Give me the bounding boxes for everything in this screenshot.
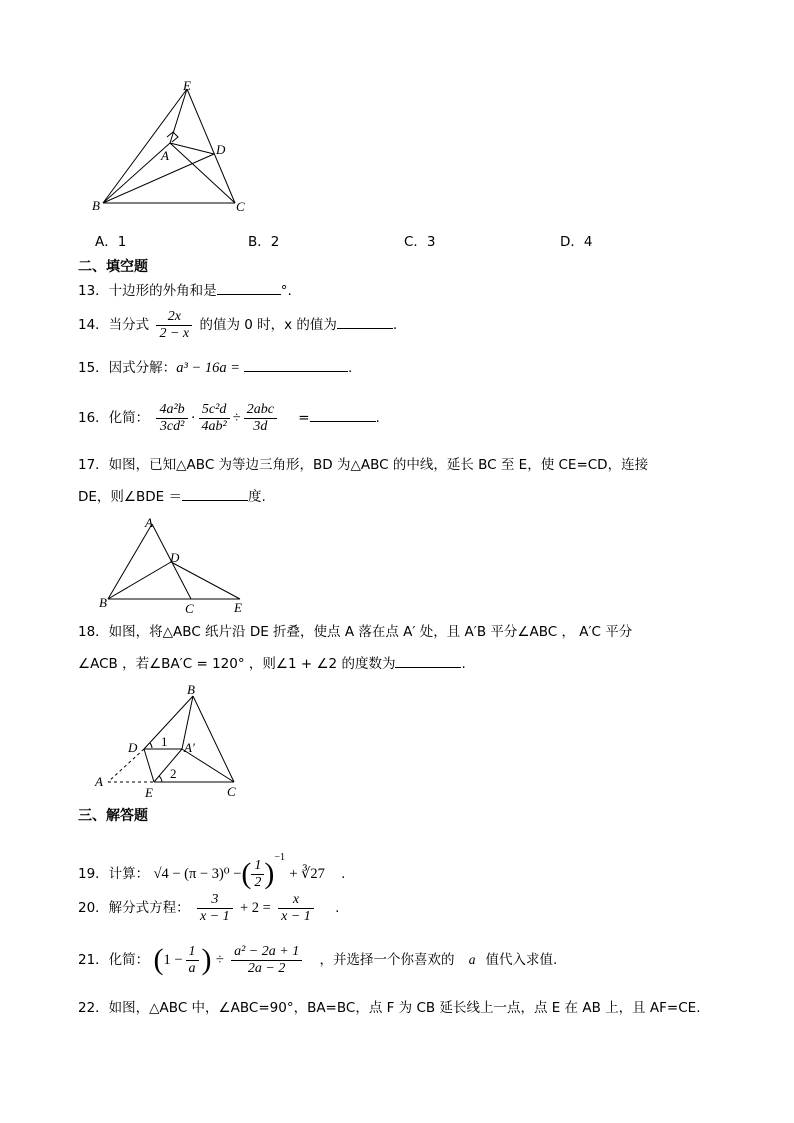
q14-mid: 的值为 0 时，x 的值为 xyxy=(199,317,337,333)
q15-blank[interactable] xyxy=(244,357,348,372)
question-14 xyxy=(78,308,397,342)
q16-prefix: 16．化简： xyxy=(78,410,150,426)
q14-den: 2 − x xyxy=(159,325,190,341)
q14-tail: . xyxy=(392,317,398,333)
fig17-label-D: D xyxy=(170,550,180,565)
q21-f1-num: 1 xyxy=(186,944,199,961)
question-15 xyxy=(78,357,352,378)
q16-tail: . xyxy=(375,410,380,426)
fig18-label-A: A xyxy=(95,774,103,789)
q16-fraction-2 xyxy=(199,402,230,435)
question-17-line-1: 17．如图，已知△ABC 为等边三角形，BD 为△ABC 的中线，延长 BC 至 E，使 CE=CD，连接 xyxy=(78,457,649,473)
question-17-line-2 xyxy=(78,486,266,507)
q19-pow: −1 xyxy=(274,852,286,863)
q15-expr: a³ − 16a = xyxy=(176,360,240,376)
figure-q18 xyxy=(90,682,250,798)
fig18-label-D: D xyxy=(128,740,138,755)
q21-var: a xyxy=(468,952,476,967)
q17-line2: DE，则∠BDE ＝ xyxy=(78,489,183,505)
fig17-label-B: B xyxy=(99,595,107,610)
q19-tail: . xyxy=(341,866,346,882)
question-18-line-1: 18．如图，将△ABC 纸片沿 DE 折叠，使点 A 落在点 A′ 处，且 A′B 平分∠ABC ， A′C 平分 xyxy=(78,624,633,640)
fig18-label-A-prime: A′ xyxy=(184,740,195,755)
section-fill-in-title: 二、填空题 xyxy=(78,259,148,275)
q21-f2-den: 2a − 2 xyxy=(247,960,286,976)
q15-prefix: 15．因式分解： xyxy=(78,360,177,376)
q21-fraction-1 xyxy=(186,944,199,977)
fig17-label-E: E xyxy=(234,600,242,615)
fig12-label-E: E xyxy=(183,80,191,93)
question-16: 16．化简： $\frac{\text{4a²b}}{\text{3cd²}}$ · $\frac{\text{5c²d}}{\text{4ab²}}$ ÷ $\frac{\text{2abc}}{3d}$ = . xyxy=(78,401,380,434)
fig12-label-D: D xyxy=(216,142,226,157)
q20-mid: + 2 = xyxy=(239,900,271,916)
fig18-label-1: 1 xyxy=(161,734,168,749)
q18-blank[interactable] xyxy=(395,653,461,668)
q16-fraction-3 xyxy=(244,402,277,435)
q21-div: ÷ xyxy=(215,952,224,968)
q21-fraction-2 xyxy=(231,944,302,977)
section-answer-title: 三、解答题 xyxy=(78,808,148,824)
q20-prefix: 20．解分式方程： xyxy=(78,900,190,916)
q20-f1-den: x − 1 xyxy=(199,908,230,924)
q14-prefix: 14．当分式 xyxy=(78,317,150,333)
fig17-label-C: C xyxy=(185,601,194,615)
option-d[interactable]: D．4 xyxy=(560,234,593,250)
q19-num: 1 xyxy=(251,858,264,875)
q16-fraction-1 xyxy=(156,402,187,435)
q18-line2: ∠ACB ，若∠BA′C = 120° ，则∠1 + ∠2 的度数为 xyxy=(78,656,396,672)
fig17-label-A: A xyxy=(145,515,153,530)
fig18-label-2: 2 xyxy=(170,766,177,781)
figure-q12 xyxy=(85,80,265,220)
q20-f2-den: x − 1 xyxy=(281,908,311,924)
option-b[interactable]: B．2 xyxy=(248,234,280,250)
q18-tail: . xyxy=(461,656,466,672)
q20-f1-num: 3 xyxy=(197,892,233,909)
q16-blank[interactable] xyxy=(310,407,376,422)
q19-prefix: 19．计算： xyxy=(78,866,150,882)
q20-fraction-1 xyxy=(197,892,233,925)
question-22: 22．如图，△ABC 中，∠ABC=90°，BA=BC，点 F 为 CB 延长线上一点，点 E 在 AB 上，且 AF=CE. xyxy=(78,1000,701,1016)
q16-f3-den: 3d xyxy=(253,418,268,434)
question-18-line-2 xyxy=(78,653,466,674)
q19-expr-1: √4 − (π − 3)⁰ − xyxy=(153,866,242,882)
q21-inner: 1 − xyxy=(163,952,183,968)
q19-fraction xyxy=(251,858,264,891)
q20-tail: . xyxy=(335,900,340,916)
question-20 xyxy=(78,890,339,926)
q21-f1-den: a xyxy=(188,960,196,976)
fig18-label-B: B xyxy=(187,682,195,697)
q13-blank[interactable] xyxy=(217,280,281,295)
q21-f2-num: a² − 2a + 1 xyxy=(231,944,302,961)
figure-q17 xyxy=(95,515,255,615)
q14-num: 2x xyxy=(156,309,192,326)
fig18-label-C: C xyxy=(227,784,236,798)
q16-f2-num: 5c²d xyxy=(199,402,230,419)
q16-eq: = xyxy=(298,410,310,426)
q16-f3-num: 2abc xyxy=(244,402,277,419)
q17-blank[interactable] xyxy=(182,486,248,501)
option-a[interactable]: A．1 xyxy=(95,234,127,250)
q13-tail: °. xyxy=(280,283,292,299)
fig12-label-B: B xyxy=(92,198,100,213)
q21-mid: ，并选择一个你喜欢的 xyxy=(319,952,455,968)
q20-f2-num: x xyxy=(278,892,314,909)
q20-fraction-2 xyxy=(278,892,314,925)
q15-tail: . xyxy=(347,360,353,376)
q14-blank[interactable] xyxy=(337,314,393,329)
q14-fraction xyxy=(156,309,192,342)
q16-f1-den: 3cd² xyxy=(159,418,185,434)
fig18-label-E: E xyxy=(145,785,153,798)
q13-text: 13．十边形的外角和是 xyxy=(78,283,217,299)
q16-f2-den: 4ab² xyxy=(201,418,227,434)
q19-expr-2: + ∛27 xyxy=(289,866,325,882)
fig12-label-A: A xyxy=(161,148,169,163)
q16-f1-num: 4a²b xyxy=(156,402,187,419)
q19-den: 2 xyxy=(254,874,262,890)
q21-tail: 值代入求值. xyxy=(485,952,558,968)
question-19: 19．计算： √4 − (π − 3)⁰ −( $\frac{1}{2}$ )$^{-1}$ + ∛27 . xyxy=(78,852,346,890)
question-21: 21．化简： (1 − $\frac{1}{a}$ ) ÷ $\frac{\text{a² − 2a + 1}}{2a - 2}$ ，并选择一个你喜欢的 a 值代入求值. xyxy=(78,943,558,976)
q21-prefix: 21．化简： xyxy=(78,952,150,968)
q17-tail: 度. xyxy=(248,489,266,505)
question-13 xyxy=(78,280,292,301)
option-c[interactable]: C．3 xyxy=(404,234,436,250)
fig12-label-C: C xyxy=(236,199,245,214)
